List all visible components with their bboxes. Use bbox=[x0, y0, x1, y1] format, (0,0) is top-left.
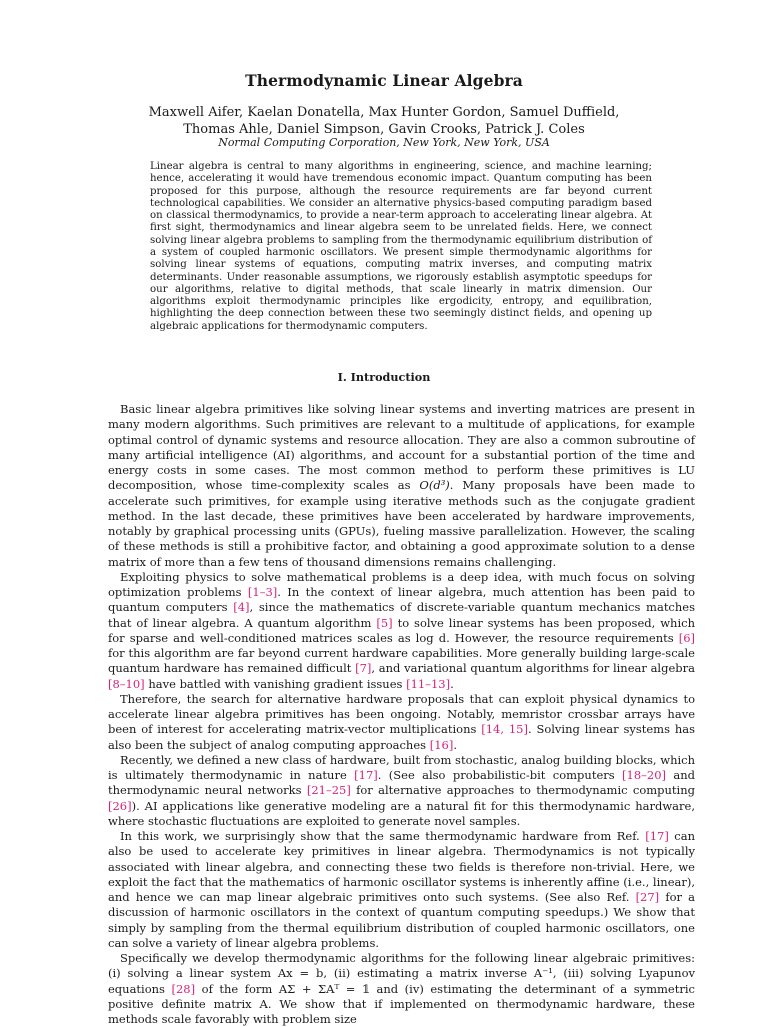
citation-link[interactable]: [7] bbox=[355, 661, 372, 676]
text-run: . (See also probabilistic-bit computers bbox=[377, 768, 623, 782]
text-run: can also be used to accelerate key primitives in linear algebra. Thermodynamics is not typically associated with linear algebra, and connecting these two fields is therefore non-trivial. Here, we exploit the fact that the mathematics of harmonic oscillator systems is inherently affine (i.e., linear), and hence we can map linear algebraic primitives onto such systems. (See also Ref. bbox=[108, 829, 696, 904]
paragraph bbox=[108, 753, 695, 829]
paragraph bbox=[108, 829, 695, 951]
text-run: to solve linear systems has been proposed, which for sparse and well-conditioned matrices scales as log d. However, the resource requirements bbox=[108, 615, 695, 645]
citation-link[interactable]: [28] bbox=[171, 981, 196, 996]
citation-link[interactable]: [27] bbox=[635, 890, 660, 904]
text-run: , and variational quantum algorithms for linear algebra bbox=[371, 661, 695, 676]
text-run: for this algorithm are far beyond current hardware capabilities. More generally building large-scale quantum hardware has remained difficult bbox=[108, 646, 695, 676]
text-run: . Solving linear systems has also been the subject of analog computing approaches bbox=[108, 722, 695, 752]
text-run: have battled with vanishing gradient issues bbox=[144, 676, 407, 691]
text-run: . Many proposals have been made to accelerate such primitives, for example using iterative methods such as the conjugate gradient method. In the last decade, these primitives have been accelerated by hardware improvements, notably by graphical processing units (GPUs), fueling massive parallelization. However, the scaling of these methods is still a prohibitive factor, and obtaining a good approximate solution to a dense matrix of more than a few tens of thousand dimensions remains challenging. bbox=[108, 478, 695, 569]
citation-link[interactable]: [1–3] bbox=[247, 585, 278, 599]
author-list bbox=[0, 104, 768, 138]
text-run: . bbox=[450, 676, 454, 691]
text-run: for a discussion of harmonic oscillators in the context of quantum computing speedups.) We show that simply by sampling from the thermal equilibrium distribution of coupled harmonic oscillators, one can solve a variety of linear algebra problems. bbox=[108, 890, 695, 950]
text-run: In this work, we surprisingly show that the same thermodynamic hardware from Ref. bbox=[120, 829, 646, 843]
authors-line-2: Thomas Ahle, Daniel Simpson, Gavin Crooks, Patrick J. Coles bbox=[183, 122, 585, 137]
text-run: and thermodynamic neural networks bbox=[108, 768, 696, 798]
text-run: for alternative approaches to thermodynamic computing bbox=[350, 783, 695, 798]
body-text bbox=[108, 402, 695, 1027]
authors-line-1: Maxwell Aifer, Kaelan Donatella, Max Hunter Gordon, Samuel Duffield, bbox=[148, 105, 620, 120]
text-run: Basic linear algebra primitives like solving linear systems and inverting matrices are present in many modern algorithms. Such primitives are relevant to a multitude of applications, for example optimal control of dynamic systems and resource allocation. They are also a common subroutine of many artificial intelligence (AI) algorithms, and account for a substantial portion of the time and energy costs in some cases. The most common method to perform these primitives is LU decomposition, whose time-complexity scales as bbox=[108, 402, 695, 493]
paragraph bbox=[108, 570, 695, 692]
section-heading: I. Introduction bbox=[337, 370, 431, 384]
citation-link[interactable]: [14, 15] bbox=[481, 722, 528, 737]
citation-link[interactable]: [4] bbox=[233, 600, 250, 615]
citation-link[interactable]: [21–25] bbox=[306, 783, 351, 798]
text-run: Exploiting physics to solve mathematical problems is a deep idea, with much focus on solving optimization problems bbox=[108, 569, 695, 599]
citation-link[interactable]: [17] bbox=[354, 768, 378, 782]
citation-link[interactable]: [6] bbox=[678, 630, 695, 645]
paragraph bbox=[108, 402, 695, 570]
text-run: Therefore, the search for alternative hardware proposals that can exploit physical dynamics to accelerate linear algebra primitives has been ongoing. Notably, memristor crossbar arrays have been of interest for accelerating matrix-vector multiplications bbox=[108, 691, 695, 737]
citation-link[interactable]: [8–10] bbox=[108, 676, 145, 691]
citation-link[interactable]: [5] bbox=[376, 615, 393, 630]
affiliation: Normal Computing Corporation, New York, New York, USA bbox=[218, 136, 550, 149]
citation-link[interactable]: [18–20] bbox=[622, 768, 667, 782]
citation-link[interactable]: [11–13] bbox=[406, 676, 451, 691]
text-run: Specifically we develop thermodynamic algorithms for the following linear algebraic primitives: (i) solving a linear system Ax = b, (ii) estimating a matrix inverse A⁻¹, (iii) solving Lyapunov equations bbox=[108, 951, 695, 996]
text-run: Recently, we defined a new class of hardware, built from stochastic, analog building blocks, which is ultimately thermodynamic in nature bbox=[108, 752, 695, 782]
abstract: Linear algebra is central to many algorithms in engineering, science, and machine learning; hence, accelerating it would have tremendous economic impact. Quantum computing has been proposed for this purpose, although the resource requirements are far beyond current technological capabilities. We consider an alternative physics-based computing paradigm based on classical thermodynamics, to provide a near-term approach to accelerating linear algebra. At first sight, thermodynamics and linear algebra seem to be unrelated fields. Here, we connect solving linear algebra problems to sampling from the thermodynamic equilibrium distribution of a system of coupled harmonic oscillators. We present simple thermodynamic algorithms for solving linear systems of equations, computing matrix inverses, and computing matrix determinants. Under reasonable assumptions, we rigorously establish asymptotic speedups for our algorithms, relative to digital methods, that scale linearly in matrix dimension. Our algorithms exploit thermodynamic principles like ergodicity, entropy, and equilibration, highlighting the deep connection between these two seemingly distinct fields, and opening up algebraic applications for thermodynamic computers. bbox=[150, 161, 652, 332]
text-run: . In the context of linear algebra, much attention has been paid to quantum computers bbox=[108, 585, 695, 615]
paper-title: Thermodynamic Linear Algebra bbox=[245, 71, 523, 90]
citation-link[interactable]: [26] bbox=[108, 798, 132, 813]
text-run: ). AI applications like generative modeling are a natural fit for this thermodynamic hardware, where stochastic fluctuations are exploited to generate novel samples. bbox=[108, 798, 695, 828]
citation-link[interactable]: [16] bbox=[429, 737, 454, 752]
paragraph bbox=[108, 692, 695, 753]
paragraph bbox=[108, 951, 695, 1027]
text-run: of the form AΣ + ΣAᵀ = 𝟙 and (iv) estimating the determinant of a symmetric positive definite matrix A. We show that if implemented on thermodynamic hardware, these methods scale favorably with problem size bbox=[108, 981, 695, 1026]
text-run: , since the mathematics of discrete-variable quantum mechanics matches that of linear algebra. A quantum algorithm bbox=[108, 600, 695, 630]
math-inline: O(d³) bbox=[419, 478, 450, 493]
text-run: . bbox=[453, 737, 457, 752]
citation-link[interactable]: [17] bbox=[645, 829, 669, 843]
